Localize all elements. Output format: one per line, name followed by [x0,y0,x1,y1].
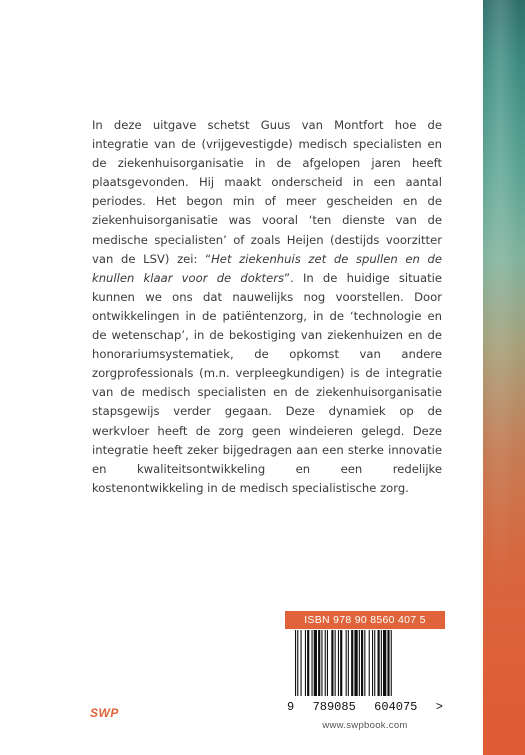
barcode-bar [372,630,373,696]
blurb-part-1: In deze uitgave schetst Guus van Montfort hoe de integratie van de (vrijgevestigde) medisch specialisten en de ziekenhuisorganisatie in de afgelopen jaren heeft plaatsgevonden. Hij maakt onderscheid in een aantal periodes. Het begon min of meer gescheiden en de ziekenhuisorganisatie was vooral ‘ten dienste van de medische specialisten’ of zoals Heijen (destijds voorzitter van de LSV) zei: “ [92,118,442,266]
barcode-bar [325,630,326,696]
barcode-bar [307,630,309,696]
barcode-bar [314,630,317,696]
barcode-group-2: 604075 [374,700,418,714]
barcode-bar [364,630,365,696]
barcode-bar [335,630,336,696]
barcode-bar [351,630,353,696]
barcode-bar [305,630,306,696]
barcode-bar [369,630,370,696]
barcode-trail: > [435,700,443,714]
barcode-bar [354,630,357,696]
barcode-bar [327,630,328,696]
barcode-bar [361,630,363,696]
barcode-bar [331,630,333,696]
barcode-lead-digit: 9 [287,700,295,714]
barcode-bar [387,630,389,696]
publisher-logo: SWP [90,706,119,720]
barcode-bar [295,630,296,696]
barcode-bar [383,630,386,696]
barcode-bar [359,630,360,696]
barcode-bar [340,630,342,696]
barcode-bars [285,630,445,698]
barcode-bar [297,630,298,696]
barcode-bar [381,630,382,696]
barcode-bar [374,630,375,696]
barcode-bar [391,630,392,696]
blurb-quote: Het ziekenhuis zet de spullen en de knullen klaar voor de dokters [92,251,442,285]
barcode-group-1: 789085 [312,700,356,714]
barcode-bar [378,630,380,696]
back-cover-blurb [92,116,442,498]
publisher-website: www.swpbook.com [322,720,408,731]
barcode-bar [312,630,313,696]
barcode-digits [285,700,445,714]
barcode-bar [321,630,322,696]
barcode-bar [346,630,347,696]
barcode-bar [318,630,320,696]
cover-edge-image [483,0,525,755]
blurb-part-2: ”. In de huidige situatie kunnen we ons dat nauwelijks nog voorstellen. Door ontwikkelingen in de patiëntenzorg, in de ‘technologie en de wetenschap’, in de bekostiging van ziekenhuizen en de honorariumsystematiek, de opkomst van andere zorgprofessionals (m.n. verpleegkundigen) is de integratie van de medisch specialisten en de ziekenhuisorganisatie stapsgewijs verder gegaan. Deze dynamiek op de werkvloer heeft de zorg geen windeieren gelegd. Deze integratie heeft zeker bijgedragen aan een sterke innovatie en kwaliteitsontwikkeling en een redelijke kostenontwikkeling in de medisch specialistische zorg. [92,270,442,495]
barcode-bar [301,630,302,696]
barcode-bar [338,630,339,696]
isbn-label: ISBN 978 90 8560 407 5 [285,611,445,629]
barcode-bar [348,630,349,696]
